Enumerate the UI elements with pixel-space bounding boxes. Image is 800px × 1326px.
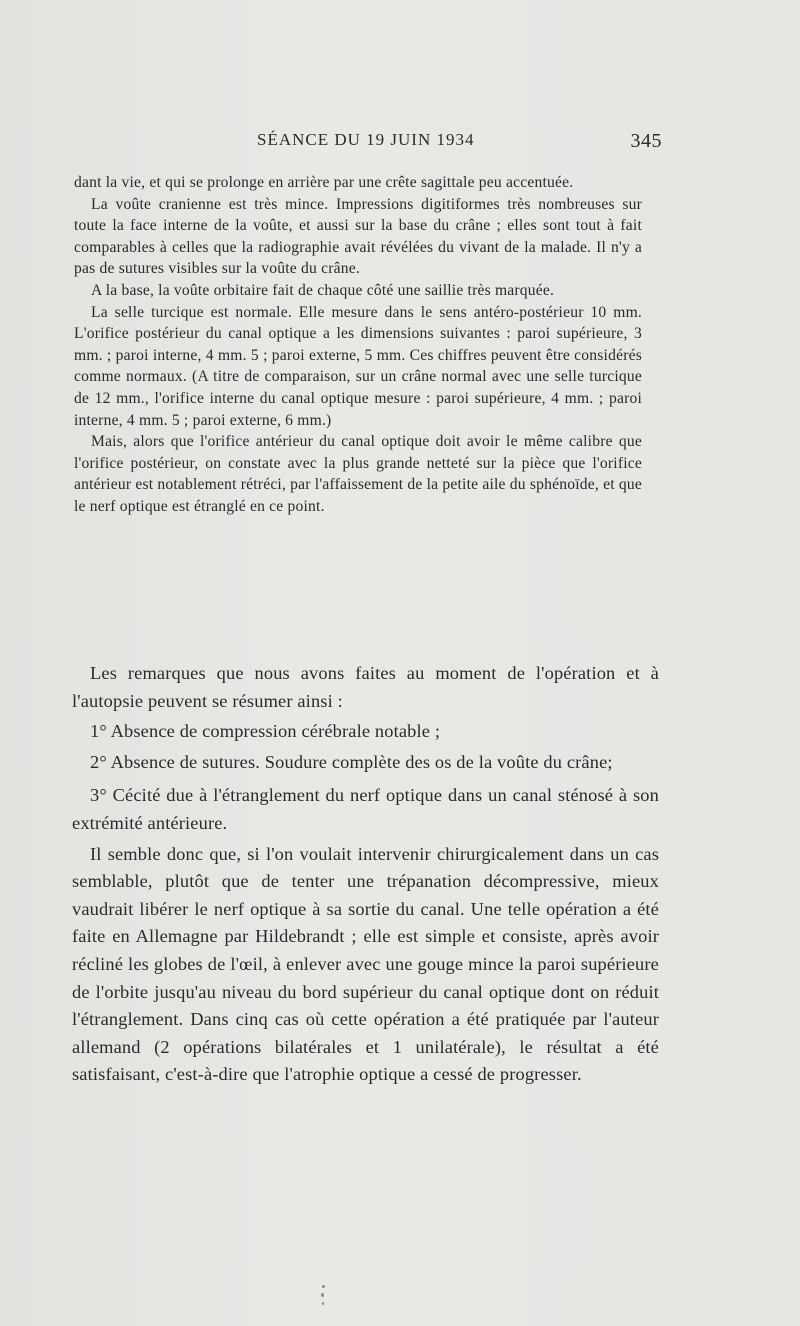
paragraph: A la base, la voûte orbitaire fait de chaque côté une saillie très marquée.	[91, 281, 555, 299]
page-number: 345	[630, 130, 662, 152]
paper-specks	[318, 1285, 330, 1307]
list-item: 3° Cécité due à l'étranglement du nerf optique dans un canal sténosé à son extrémité antérieure.	[72, 785, 659, 833]
list-item: 1° Absence de compression cérébrale notable ;	[90, 721, 441, 742]
main-text-section	[72, 660, 659, 1089]
list-item: 2° Absence de sutures. Soudure complète des os de la voûte du crâne;	[90, 751, 613, 772]
paragraph: La voûte cranienne est très mince. Impressions digitiformes très nombreuses sur toute la face interne de la voûte, et aussi sur la base du crâne ; elles sont tout à fait comparables à celles que la radiographie avait révélées du vivant de la malade. Il n'y a pas de sutures visibles sur la voûte du crâne.	[74, 195, 642, 278]
paragraph: dant la vie, et qui se prolonge en arrière par une crête sagittale peu accentuée.	[74, 174, 574, 191]
paragraph: La selle turcique est normale. Elle mesure dans le sens antéro-postérieur 10 mm. L'orifice postérieur du canal optique a les dimensions suivantes : paroi supérieure, 3 mm. ; paroi interne, 4 mm. 5 ; paroi externe, 5 mm. Ces chiffres peuvent être considérés comme normaux. (A titre de comparaison, sur un crâne normal avec une selle turcique de 12 mm., l'orifice interne du canal optique mesure : paroi supérieure, 4 mm. ; paroi interne, 4 mm. 5 ; paroi externe, 6 mm.)	[74, 303, 642, 429]
small-print-section	[74, 172, 642, 518]
paragraph: Il semble donc que, si l'on voulait intervenir chirurgicalement dans un cas semblable, plutôt que de tenter une trépanation décompressive, mieux vaudrait libérer le nerf optique à sa sortie du canal. Une telle opération a été faite en Allemagne par Hildebrandt ; elle est simple et consiste, après avoir récliné les globes de l'œil, à enlever avec une gouge mince la paroi supérieure de l'orbite jusqu'au niveau du bord supérieur du canal optique dont on réduit l'étranglement. Dans cinq cas où cette opération a été pratiquée par l'auteur allemand (2 opérations bilatérales et 1 unilatérale), le résultat a été satisfaisant, c'est-à-dire que l'atrophie optique a cessé de progresser.	[72, 843, 659, 1085]
running-head	[72, 130, 662, 160]
paragraph: Les remarques que nous avons faites au moment de l'opération et à l'autopsie peuvent se résumer ainsi :	[72, 663, 659, 711]
paragraph: Mais, alors que l'orifice antérieur du canal optique doit avoir le même calibre que l'orifice postérieur, on constate avec la plus grande netteté sur la pièce que l'orifice antérieur est notablement rétréci, par l'affaissement de la petite aile du sphénoïde, et que le nerf optique est étranglé en ce point.	[74, 433, 642, 515]
running-title: SÉANCE DU 19 JUIN 1934	[257, 130, 475, 149]
